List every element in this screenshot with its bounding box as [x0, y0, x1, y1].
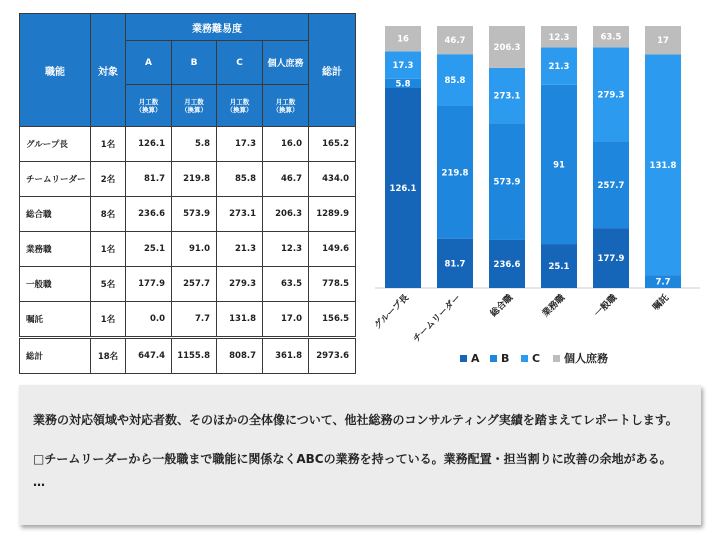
cell-a: 126.1	[126, 127, 172, 162]
row-count: 5名	[91, 267, 126, 302]
cell-total: 165.2	[309, 127, 356, 162]
legend-label: C	[532, 352, 541, 365]
total-a: 647.4	[126, 338, 172, 374]
category-label: 業務職	[540, 293, 568, 320]
data-label: 236.6	[493, 259, 521, 270]
row-role: 総合職	[20, 197, 91, 232]
data-label: 46.7	[444, 36, 466, 47]
data-label: 279.3	[597, 90, 625, 101]
category-label: 嘱託	[651, 293, 672, 313]
stacked-bar-chart	[370, 18, 710, 378]
cell-personal: 63.5	[263, 267, 309, 302]
total-role: 総計	[20, 338, 91, 374]
data-label: 25.1	[548, 262, 570, 273]
workload-table	[19, 13, 356, 374]
data-label: 219.8	[441, 168, 469, 179]
cell-a: 236.6	[126, 197, 172, 232]
data-label: 12.3	[548, 32, 570, 43]
row-role: 嘱託	[20, 302, 91, 338]
category-label: グループ長	[372, 293, 412, 332]
unit-label: 月工数 （換算）	[126, 85, 172, 127]
cell-personal: 46.7	[263, 162, 309, 197]
data-label: 206.3	[493, 42, 521, 53]
comment-line: 業務の対応領域や対応者数、そのほかの全体像について、他社総務のコンサルティング実績を踏まえてレポートします。	[33, 413, 678, 427]
comment-line: □チームリーダーから一般職まで職能に関係なくABCの業務を持っている。業務配置・担当割りに改善の余地がある。	[33, 452, 672, 466]
header-col-personal: 個人庶務	[263, 41, 309, 85]
total-total: 2973.6	[309, 338, 356, 374]
cell-total: 149.6	[309, 232, 356, 267]
cell-c: 21.3	[217, 232, 263, 267]
cell-total: 434.0	[309, 162, 356, 197]
data-label: 5.8	[395, 79, 411, 90]
row-count: 1名	[91, 302, 126, 338]
cell-b: 257.7	[172, 267, 217, 302]
cell-a: 0.0	[126, 302, 172, 338]
cell-b: 573.9	[172, 197, 217, 232]
header-total: 総計	[309, 14, 356, 127]
data-label: 63.5	[600, 32, 622, 43]
cell-c: 273.1	[217, 197, 263, 232]
table-total-row	[20, 338, 356, 374]
data-label: 7.7	[655, 277, 671, 288]
cell-total: 1289.9	[309, 197, 356, 232]
legend-swatch	[490, 355, 497, 362]
cell-c: 17.3	[217, 127, 263, 162]
unit-label: 月工数 （換算）	[172, 85, 217, 127]
header-col-b: B	[172, 41, 217, 85]
cell-a: 177.9	[126, 267, 172, 302]
cell-personal: 17.0	[263, 302, 309, 338]
cell-c: 85.8	[217, 162, 263, 197]
total-personal: 361.8	[263, 338, 309, 374]
total-b: 1155.8	[172, 338, 217, 374]
unit-label: 月工数 （換算）	[263, 85, 309, 127]
legend-swatch	[553, 355, 560, 362]
total-count: 18名	[91, 338, 126, 374]
data-label: 21.3	[548, 62, 570, 73]
cell-personal: 206.3	[263, 197, 309, 232]
data-label: 81.7	[444, 259, 466, 270]
data-label: 16	[397, 34, 409, 45]
cell-b: 91.0	[172, 232, 217, 267]
table-row	[20, 162, 356, 197]
comment-ellipsis: …	[33, 475, 45, 489]
comment-box	[19, 385, 701, 525]
row-count: 1名	[91, 232, 126, 267]
cell-personal: 12.3	[263, 232, 309, 267]
table-row	[20, 197, 356, 232]
cell-b: 7.7	[172, 302, 217, 338]
row-count: 2名	[91, 162, 126, 197]
cell-a: 25.1	[126, 232, 172, 267]
cell-b: 5.8	[172, 127, 217, 162]
data-label: 17.3	[392, 61, 414, 72]
category-label: 総合職	[488, 293, 516, 320]
row-role: グループ長	[20, 127, 91, 162]
header-role: 職能	[20, 14, 91, 127]
data-label: 273.1	[493, 91, 521, 102]
cell-total: 778.5	[309, 267, 356, 302]
data-label: 177.9	[597, 254, 625, 265]
legend-swatch	[460, 355, 467, 362]
data-label: 131.8	[649, 160, 677, 171]
legend-swatch	[521, 355, 528, 362]
unit-label: 月工数 （換算）	[217, 85, 263, 127]
legend-label: B	[501, 352, 510, 365]
row-role: 業務職	[20, 232, 91, 267]
total-c: 808.7	[217, 338, 263, 374]
table-row	[20, 267, 356, 302]
table-row	[20, 127, 356, 162]
header-col-c: C	[217, 41, 263, 85]
cell-total: 156.5	[309, 302, 356, 338]
table-row	[20, 232, 356, 267]
legend-label: A	[471, 352, 480, 365]
header-count: 対象	[91, 14, 126, 127]
row-role: 一般職	[20, 267, 91, 302]
data-label: 91	[553, 160, 565, 171]
data-label: 126.1	[389, 184, 417, 195]
data-label: 573.9	[493, 177, 521, 188]
cell-personal: 16.0	[263, 127, 309, 162]
header-col-a: A	[126, 41, 172, 85]
row-role: チームリーダー	[20, 162, 91, 197]
row-count: 8名	[91, 197, 126, 232]
cell-c: 131.8	[217, 302, 263, 338]
cell-a: 81.7	[126, 162, 172, 197]
category-label: 一般職	[592, 293, 620, 320]
cell-b: 219.8	[172, 162, 217, 197]
data-label: 85.8	[444, 76, 466, 87]
category-label: チームリーダー	[411, 293, 464, 345]
table-row	[20, 302, 356, 338]
cell-c: 279.3	[217, 267, 263, 302]
data-label: 257.7	[597, 180, 625, 191]
data-label: 17	[657, 36, 669, 47]
row-count: 1名	[91, 127, 126, 162]
legend-label: 個人庶務	[564, 352, 608, 365]
header-difficulty: 業務難易度	[126, 14, 309, 41]
